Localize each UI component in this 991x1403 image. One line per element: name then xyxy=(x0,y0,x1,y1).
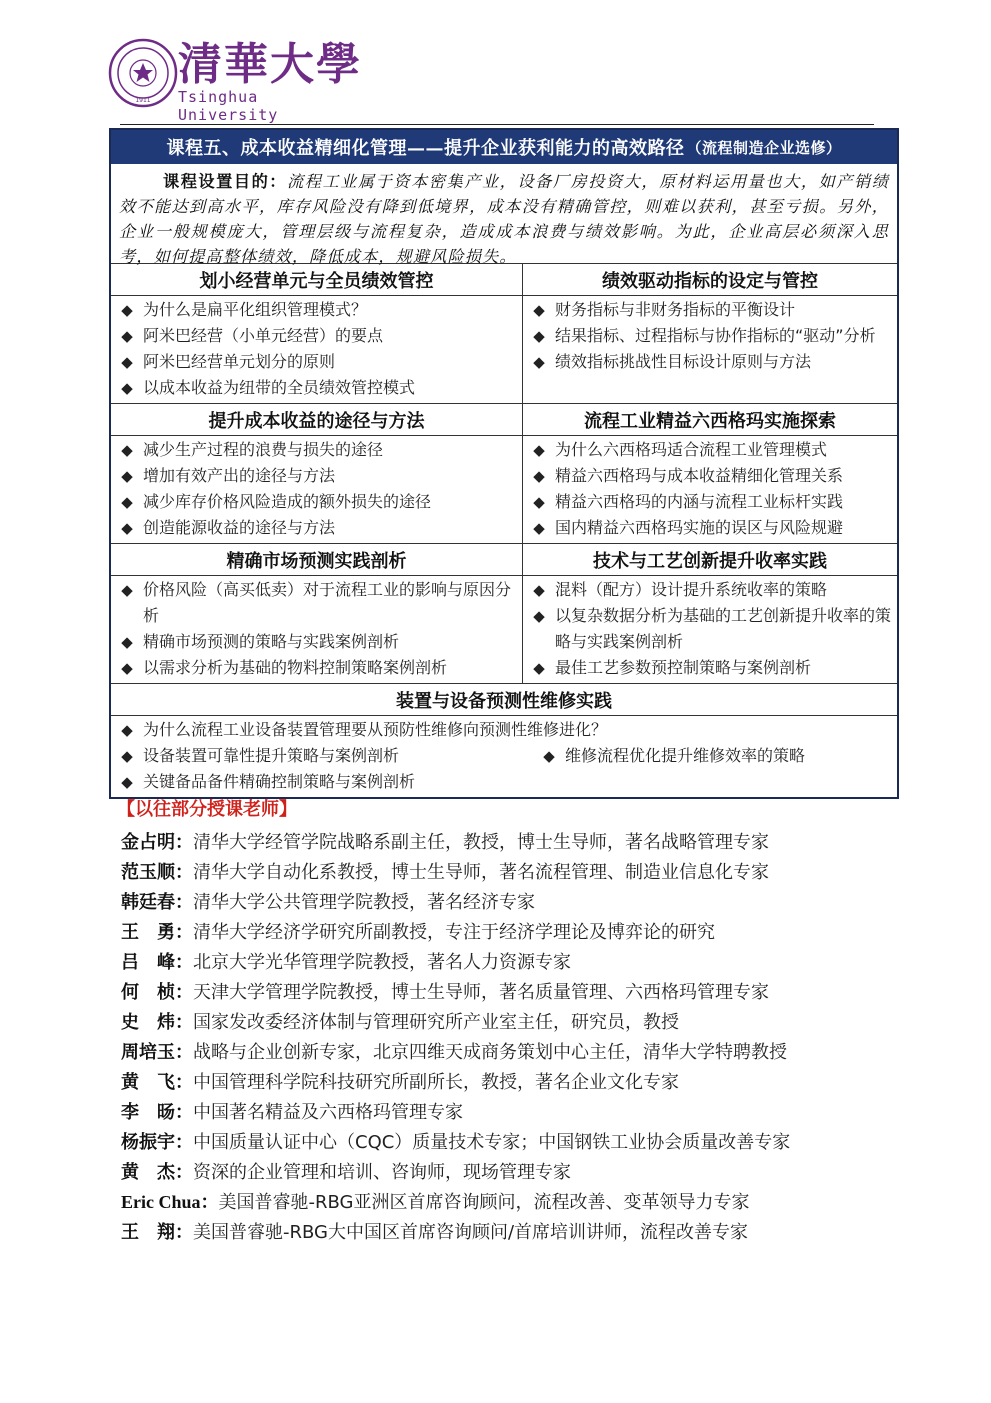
diamond-bullet-icon: ◆ xyxy=(121,327,133,345)
section-list xyxy=(523,296,897,404)
teacher-row xyxy=(121,1036,921,1066)
teacher-name: 范玉顺： xyxy=(121,862,193,883)
teacher-row xyxy=(121,826,921,856)
list-item: ◆ 为什么流程工业设备装置管理要从预防性维修向预测性维修进化？ xyxy=(111,717,897,743)
diamond-bullet-icon: ◆ xyxy=(533,581,545,599)
teacher-desc: 战略与企业创新专家，北京四维天成商务策划中心主任，清华大学特聘教授 xyxy=(193,1042,787,1063)
teacher-name: 黄 飞： xyxy=(121,1072,193,1093)
teacher-name: 吕 峰： xyxy=(121,952,193,973)
teacher-row xyxy=(121,1186,921,1216)
section-list xyxy=(523,576,897,684)
teacher-name: 金占明： xyxy=(121,832,193,853)
teacher-name: 黄 杰： xyxy=(121,1162,193,1183)
diamond-bullet-icon: ◆ xyxy=(121,633,133,651)
teacher-desc: 中国管理科学院科技研究所副所长，教授，著名企业文化专家 xyxy=(193,1072,679,1093)
teacher-name: 李 旸： xyxy=(121,1102,193,1123)
logo-chinese-name: 清華大學 xyxy=(178,39,362,90)
section-heading: 装置与设备预测性维修实践 xyxy=(111,684,897,716)
list-item: ◆ 以需求分析为基础的物料控制策略案例剖析 xyxy=(111,655,522,681)
diamond-bullet-icon: ◆ xyxy=(543,747,555,765)
diamond-bullet-icon: ◆ xyxy=(533,467,545,485)
list-item: ◆ 设备装置可靠性提升策略与案例剖析 xyxy=(111,743,523,769)
diamond-bullet-icon: ◆ xyxy=(121,773,133,791)
teacher-desc: 中国著名精益及六西格玛管理专家 xyxy=(193,1102,463,1123)
header-divider xyxy=(120,124,874,125)
purpose-label: 课程设置目的： xyxy=(163,172,288,191)
teacher-name: 史 炜： xyxy=(121,1012,193,1033)
diamond-bullet-icon: ◆ xyxy=(121,659,133,677)
teachers-list xyxy=(121,826,921,1246)
teacher-desc: 国家发改委经济体制与管理研究所产业室主任，研究员，教授 xyxy=(193,1012,679,1033)
teacher-row xyxy=(121,976,921,1006)
teacher-desc: 清华大学公共管理学院教授，著名经济专家 xyxy=(193,892,535,913)
diamond-bullet-icon: ◆ xyxy=(533,659,545,677)
course-purpose xyxy=(111,164,897,264)
list-item: ◆ 绩效指标挑战性目标设计原则与方法 xyxy=(523,349,897,375)
section-heading: 绩效驱动指标的设定与管控 xyxy=(523,264,897,296)
list-item: ◆ 精益六西格玛的内涵与流程工业标杆实践 xyxy=(523,489,897,515)
teacher-desc: 清华大学自动化系教授，博士生导师，著名流程管理、制造业信息化专家 xyxy=(193,862,769,883)
teacher-desc: 中国质量认证中心（CQC）质量技术专家；中国钢铁工业协会质量改善专家 xyxy=(193,1132,791,1153)
course-title-sub: （流程制造企业选修） xyxy=(686,138,842,157)
teacher-name: 韩廷春： xyxy=(121,892,193,913)
diamond-bullet-icon: ◆ xyxy=(533,493,545,511)
teacher-row xyxy=(121,1006,921,1036)
list-item: ◆ 国内精益六西格玛实施的误区与风险规避 xyxy=(523,515,897,541)
teacher-name: 王 勇： xyxy=(121,922,193,943)
list-item: ◆ 价格风险（高买低卖）对于流程工业的影响与原因分析 xyxy=(111,577,522,629)
list-item: ◆ 财务指标与非财务指标的平衡设计 xyxy=(523,297,897,323)
tsinghua-seal-icon xyxy=(108,38,178,108)
diamond-bullet-icon: ◆ xyxy=(533,301,545,319)
list-item: ◆ 最佳工艺参数预控制策略与案例剖析 xyxy=(523,655,897,681)
teacher-row xyxy=(121,946,921,976)
teacher-desc: 美国普睿驰-RBG亚洲区首席咨询顾问，流程改善、变革领导力专家 xyxy=(218,1192,750,1213)
list-item: ◆ 创造能源收益的途径与方法 xyxy=(111,515,522,541)
diamond-bullet-icon: ◆ xyxy=(121,353,133,371)
list-item: ◆ 精确市场预测的策略与实践案例剖析 xyxy=(111,629,522,655)
list-item: ◆ 混料（配方）设计提升系统收率的策略 xyxy=(523,577,897,603)
diamond-bullet-icon: ◆ xyxy=(121,441,133,459)
section-heading: 提升成本收益的途径与方法 xyxy=(111,404,523,436)
list-item: ◆ 阿米巴经营（小单元经营）的要点 xyxy=(111,323,522,349)
course-title-bar xyxy=(111,130,897,164)
teachers-heading: 【以往部分授课老师】 xyxy=(117,799,297,820)
diamond-bullet-icon: ◆ xyxy=(121,747,133,765)
diamond-bullet-icon: ◆ xyxy=(533,353,545,371)
list-row xyxy=(111,743,897,769)
diamond-bullet-icon: ◆ xyxy=(533,327,545,345)
course-table xyxy=(109,128,899,799)
section-heading: 流程工业精益六西格玛实施探索 xyxy=(523,404,897,436)
section-list xyxy=(111,576,523,684)
list-item: ◆ 减少生产过程的浪费与损失的途径 xyxy=(111,437,522,463)
teacher-row xyxy=(121,916,921,946)
section-list xyxy=(111,436,523,544)
section-heading: 划小经营单元与全员绩效管控 xyxy=(111,264,523,296)
list-item: ◆ 关键备品备件精确控制策略与案例剖析 xyxy=(111,769,897,795)
list-item: ◆ 为什么是扁平化组织管理模式？ xyxy=(111,297,522,323)
teacher-name: 周培玉： xyxy=(121,1042,193,1063)
diamond-bullet-icon: ◆ xyxy=(121,467,133,485)
section-list xyxy=(523,436,897,544)
purpose-text: 流程工业属于资本密集产业，设备厂房投资大，原材料运用量也大，如产销绩效不能达到高水平，库存风险没有降到低境界，成本没有精确管控，则难以获利，甚至亏损。另外，企业一般规模庞大，管理层级与流程复杂，造成成本浪费与绩效影响。为此，企业高层必须深入思考，如何提高整体绩效，降低成本，规避风险损失。 xyxy=(119,172,889,266)
diamond-bullet-icon: ◆ xyxy=(533,519,545,537)
teacher-row xyxy=(121,886,921,916)
list-item: ◆ 精益六西格玛与成本收益精细化管理关系 xyxy=(523,463,897,489)
section-heading: 技术与工艺创新提升收率实践 xyxy=(523,544,897,576)
course-title: 课程五、成本收益精细化管理——提升企业获利能力的高效路径 xyxy=(166,138,685,159)
list-item: ◆ 以复杂数据分析为基础的工艺创新提升收率的策略与实践案例剖析 xyxy=(523,603,897,655)
list-item: ◆ 以成本收益为纽带的全员绩效管控模式 xyxy=(111,375,522,401)
diamond-bullet-icon: ◆ xyxy=(121,519,133,537)
list-item: ◆ 阿米巴经营单元划分的原则 xyxy=(111,349,522,375)
teacher-name: 杨振宇： xyxy=(121,1132,193,1153)
teacher-row xyxy=(121,1066,921,1096)
teacher-desc: 天津大学管理学院教授，博士生导师，著名质量管理、六西格玛管理专家 xyxy=(193,982,769,1003)
logo-english-name: Tsinghua University xyxy=(178,88,279,124)
teacher-row xyxy=(121,856,921,886)
diamond-bullet-icon: ◆ xyxy=(121,301,133,319)
teacher-desc: 北京大学光华管理学院教授，著名人力资源专家 xyxy=(193,952,571,973)
list-item: ◆ 结果指标、过程指标与协作指标的“驱动”分析 xyxy=(523,323,897,349)
teacher-name: 王 翔： xyxy=(121,1222,193,1243)
diamond-bullet-icon: ◆ xyxy=(121,493,133,511)
teacher-desc: 清华大学经济学研究所副教授，专注于经济学理论及博弈论的研究 xyxy=(193,922,715,943)
diamond-bullet-icon: ◆ xyxy=(121,581,133,599)
teacher-desc: 资深的企业管理和培训、咨询师，现场管理专家 xyxy=(193,1162,571,1183)
diamond-bullet-icon: ◆ xyxy=(533,441,545,459)
list-item: ◆ 增加有效产出的途径与方法 xyxy=(111,463,522,489)
teacher-name: 何 桢： xyxy=(121,982,193,1003)
section-grid xyxy=(111,264,897,684)
diamond-bullet-icon: ◆ xyxy=(121,379,133,397)
list-item: ◆ 维修流程优化提升维修效率的策略 xyxy=(523,743,811,769)
teacher-row xyxy=(121,1126,921,1156)
teacher-row xyxy=(121,1096,921,1126)
diamond-bullet-icon: ◆ xyxy=(121,721,133,739)
teacher-desc: 美国普睿驰-RBG大中国区首席咨询顾问/首席培训讲师，流程改善专家 xyxy=(193,1222,749,1243)
diamond-bullet-icon: ◆ xyxy=(533,607,545,625)
teacher-name: Eric Chua： xyxy=(121,1192,219,1212)
teacher-row xyxy=(121,1156,921,1186)
teacher-row xyxy=(121,1216,921,1246)
seal-year: 1911 xyxy=(135,97,151,104)
tsinghua-logo xyxy=(108,38,368,124)
section-list xyxy=(111,296,523,404)
list-item: ◆ 为什么六西格玛适合流程工业管理模式 xyxy=(523,437,897,463)
teacher-desc: 清华大学经管学院战略系副主任，教授，博士生导师，著名战略管理专家 xyxy=(193,832,769,853)
list-item: ◆ 减少库存价格风险造成的额外损失的途径 xyxy=(111,489,522,515)
section-list xyxy=(111,716,897,797)
section-heading: 精确市场预测实践剖析 xyxy=(111,544,523,576)
